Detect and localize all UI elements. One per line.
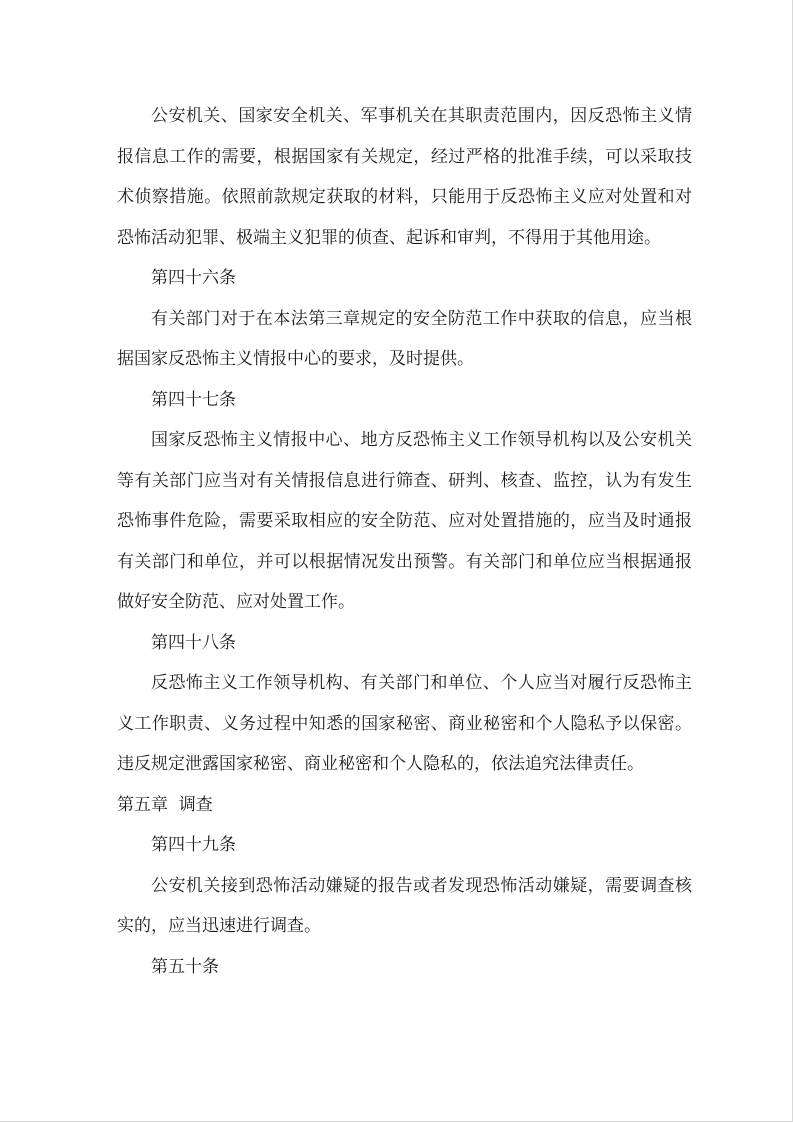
- paragraph-46: 有关部门对于在本法第三章规定的安全防范工作中获取的信息，应当根据国家反恐怖主义情报中心的要求，及时提供。: [117, 308, 692, 369]
- document-body: [117, 96, 692, 987]
- article-49-heading: 第四十九条: [151, 835, 236, 855]
- article-48-heading: 第四十八条: [151, 632, 236, 653]
- paragraph-48: 反恐怖主义工作领导机构、有关部门和单位、个人应当对履行反恐怖主义工作职责、义务过程中知悉的国家秘密、商业秘密和个人隐私予以保密。违反规定泄露国家秘密、商业秘密和个人隐私的，依法追究法律责任。: [117, 673, 692, 774]
- article-46-heading: 第四十六条: [151, 268, 236, 288]
- paragraph-47: 国家反恐怖主义情报中心、地方反恐怖主义工作领导机构以及公安机关等有关部门应当对有关情报信息进行筛查、研判、核查、监控，认为有发生恐怖事件危险，需要采取相应的安全防范、应对处置措施的，应当及时通报有关部门和单位，并可以根据情况发出预警。有关部门和单位应当根据通报做好安全防范、应对处置工作。: [117, 430, 692, 612]
- chapter-5-heading: 第五章 调查: [117, 794, 213, 815]
- paragraph-49: 公安机关接到恐怖活动嫌疑的报告或者发现恐怖活动嫌疑，需要调查核实的，应当迅速进行调查。: [117, 875, 692, 936]
- article-50-heading: 第五十条: [151, 956, 219, 977]
- paragraph-45-continued: 公安机关、国家安全机关、军事机关在其职责范围内，因反恐怖主义情报信息工作的需要，根据国家有关规定，经过严格的批准手续，可以采取技术侦察措施。依照前款规定获取的材料，只能用于反恐怖主义应对处置和对恐怖活动犯罪、极端主义犯罪的侦查、起诉和审判，不得用于其他用途。: [117, 106, 692, 248]
- article-47-heading: 第四十七条: [151, 389, 236, 410]
